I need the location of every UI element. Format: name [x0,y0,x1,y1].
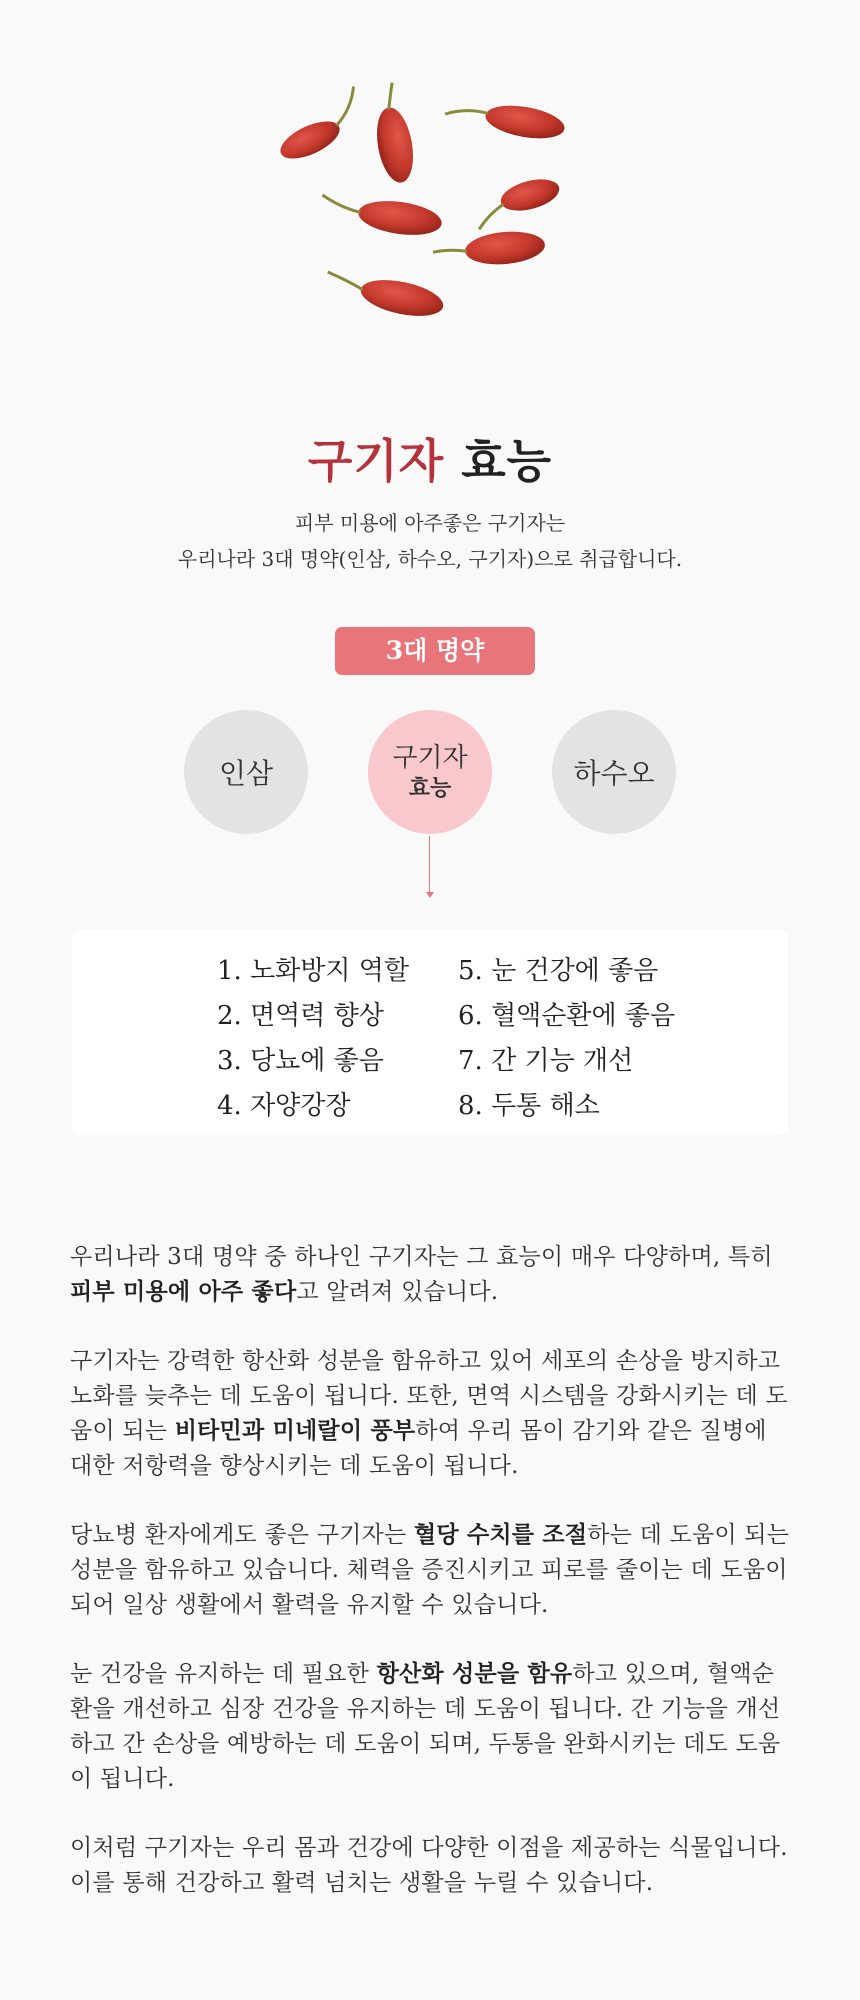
arrow-down-icon [426,892,434,898]
paragraph-text: 하여 우리 몸이 감기와 같은 질병에 대한 저항력을 향상시키는 데 도움이 됩니다. [70,1418,767,1479]
paragraph [70,1657,792,1797]
herb-circle-hasuo [552,710,676,834]
page-title [0,425,860,491]
paragraph [70,1518,792,1623]
goji-berries-illustration [240,50,620,350]
herb-label-hasuo: 하수오 [573,757,655,790]
intro-line-2: 우리나라 3대 명약(인삼, 하수오, 구기자)으로 취급합니다. [177,547,683,571]
benefit-item: 3. 당뇨에 좋음 [217,1046,384,1076]
paragraph-text: 하는 데 도움이 되는 성분을 함유하고 있습니다. 체력을 증진시키고 피로를 줄이는 데 도움이 되어 일상 생활에서 활력을 유지할 수 있습니다. [70,1522,790,1618]
paragraph [70,1240,792,1310]
paragraph [70,1831,792,1901]
paragraph-text: 하고 있으며, 혈액순환을 개선하고 심장 건강을 유지하는 데 도움이 됩니다. 간 기능을 개선하고 간 손상을 예방하는 데 도움이 되며, 두통을 완화시키는 데도 도움이 됩니다. [70,1661,781,1792]
paragraph-highlight: 비타민과 미네랄이 풍부 [174,1418,416,1444]
benefit-item: 8. 두통 해소 [458,1091,600,1121]
three-medicines-badge: 3대 명약 [335,627,535,675]
benefit-item: 5. 눈 건강에 좋음 [458,956,659,986]
intro-text [0,505,860,577]
title-accent: 구기자 [307,434,445,488]
benefit-item: 4. 자양강장 [217,1091,351,1121]
benefit-item: 6. 혈액순환에 좋음 [458,1001,676,1031]
herb-label-goji: 구기자 [392,743,468,773]
intro-line-1: 피부 미용에 아주좋은 구기자는 [294,511,566,535]
paragraph-text: 당뇨병 환자에게도 좋은 구기자는 [70,1522,414,1548]
title-rest: 효능 [461,434,553,488]
benefits-box [72,930,788,1135]
herb-label-ginseng: 인삼 [218,757,274,790]
paragraph-highlight: 항산화 성분을 함유 [376,1661,573,1687]
benefit-item: 7. 간 기능 개선 [458,1046,634,1076]
paragraph-highlight: 피부 미용에 아주 좋다 [70,1279,297,1305]
paragraph-text: 구기자는 강력한 항산화 성분을 함유하고 있어 세포의 손상을 방지하고 노화를 늦추는 데 도움이 됩니다. 또한, 면역 시스템을 강화시키는 데 도움이 되는 [70,1348,788,1444]
paragraph-text: 이처럼 구기자는 우리 몸과 건강에 다양한 이점을 제공하는 식물입니다. 이를 통해 건강하고 활력 넘치는 생활을 누릴 수 있습니다. [70,1835,788,1896]
paragraph-text: 눈 건강을 유지하는 데 필요한 [70,1661,377,1687]
herb-label-goji-sub: 효능 [408,775,452,801]
down-arrow-line [429,836,430,894]
hero-image-goji-berries [0,0,860,400]
article-body [70,1240,792,1935]
benefit-item: 1. 노화방지 역할 [217,956,410,986]
paragraph [70,1344,792,1484]
herb-circle-ginseng [184,710,308,834]
paragraph-text: 우리나라 3대 명약 중 하나인 구기자는 그 효능이 매우 다양하며, 특히 [70,1244,773,1270]
paragraph-text: 고 알려져 있습니다. [296,1279,499,1305]
herb-circle-goji [368,710,492,834]
benefit-item: 2. 면역력 향상 [217,1001,384,1031]
paragraph-highlight: 혈당 수치를 조절 [413,1522,588,1548]
